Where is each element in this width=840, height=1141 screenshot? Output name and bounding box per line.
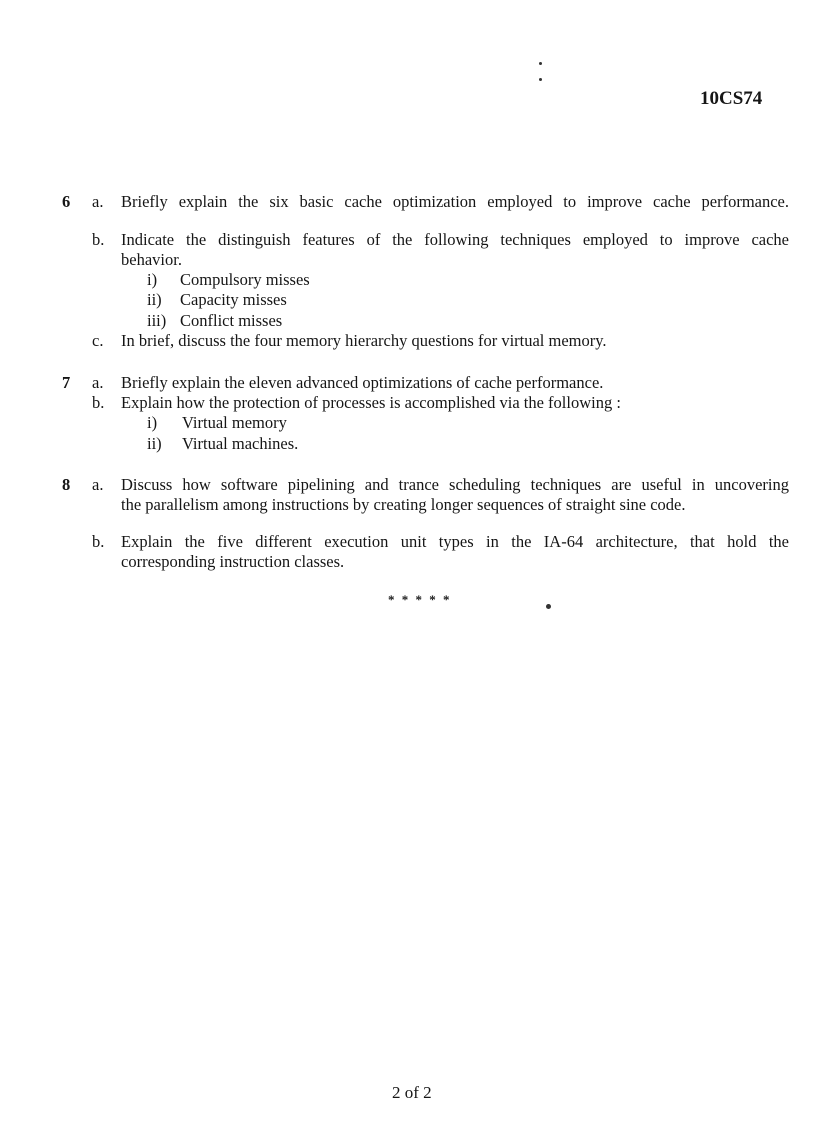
sub-item-label: ii): [147, 434, 162, 453]
part-label: a.: [92, 475, 104, 494]
page-number: 2 of 2: [392, 1083, 432, 1102]
question-text-continued: the parallelism among instructions by creating longer sequences of straight sine code.: [121, 495, 686, 514]
question-text: Briefly explain the six basic cache optimization employed to improve cache performance.: [121, 192, 789, 211]
course-code: 10CS74: [700, 88, 763, 109]
sub-item-label: ii): [147, 290, 162, 309]
question-text: Explain the five different execution unit types in the IA-64 architecture, that hold the: [121, 532, 789, 551]
sub-item-text: Virtual memory: [182, 413, 287, 432]
part-label: c.: [92, 331, 104, 350]
question-number: 8: [62, 475, 71, 494]
sub-item-label: i): [147, 270, 158, 289]
scan-speck: [546, 604, 551, 609]
question-text: Briefly explain the eleven advanced optimizations of cache performance.: [121, 373, 604, 392]
sub-item-label: i): [147, 413, 158, 432]
question-number: 7: [62, 373, 71, 392]
question-text: In brief, discuss the four memory hierarchy questions for virtual memory.: [121, 331, 607, 350]
sub-item-text: Conflict misses: [180, 311, 283, 330]
question-text-continued: corresponding instruction classes.: [121, 552, 345, 571]
part-label: b.: [92, 532, 105, 551]
question-text-continued: behavior.: [121, 250, 182, 269]
sub-item-text: Virtual machines.: [182, 434, 299, 453]
scan-speck: [539, 62, 542, 65]
sub-item-label: iii): [147, 311, 167, 330]
question-text: Explain how the protection of processes is accomplished via the following :: [121, 393, 621, 412]
part-label: a.: [92, 192, 104, 211]
question-number: 6: [62, 192, 71, 211]
sub-item-text: Capacity misses: [180, 290, 287, 309]
question-text: Indicate the distinguish features of the following techniques employed to improve cache: [121, 230, 789, 249]
part-label: b.: [92, 393, 105, 412]
part-label: a.: [92, 373, 104, 392]
end-marker: * * * * *: [388, 592, 452, 607]
question-text: Discuss how software pipelining and trance scheduling techniques are useful in uncovering: [121, 475, 789, 494]
scan-speck: [539, 78, 542, 81]
sub-item-text: Compulsory misses: [180, 270, 310, 289]
part-label: b.: [92, 230, 105, 249]
